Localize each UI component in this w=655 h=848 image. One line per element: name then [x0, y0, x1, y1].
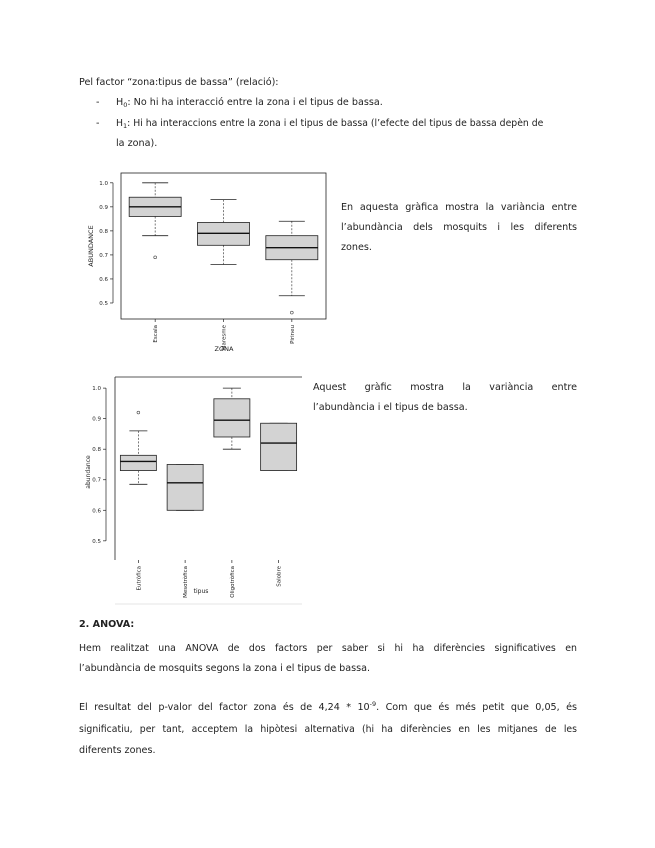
anova-intro-line-2: l’abundància de mosquits segons la zona i el tipus de bassa.: [79, 663, 371, 674]
chart1-y-tick-label: 0.8: [99, 228, 108, 235]
chart1-caption-line-1: En aquesta gràfica mostra la variància entre: [341, 202, 577, 213]
chart1-x-tick-label: Escala: [153, 325, 160, 343]
chart1-x-tick-label: Pirineu: [289, 325, 296, 344]
chart2-y-tick-label: 0.5: [92, 538, 101, 545]
chart2-box: [214, 399, 250, 437]
chart2-y-tick-label: 0.7: [92, 477, 101, 484]
chart2-y-tick-label: 1.0: [92, 386, 101, 393]
chart2-caption-line-1: Aquest gràfic mostra la variància entre: [313, 382, 577, 393]
chart2-x-tick-label: Oligotròfica: [229, 566, 236, 598]
anova-result: [79, 697, 577, 761]
chart2-x-tick-label: Mesotròfica: [183, 566, 190, 598]
section-heading: 2. ANOVA:: [79, 619, 135, 630]
zona-boxplot-chart: [75, 165, 335, 355]
bullet-h0: -: [96, 97, 100, 108]
chart2-x-axis-label: tipus: [193, 588, 209, 595]
hypothesis-h0: $H_0$: No hi ha interacció entre la zona i el tipus de bassa.: [116, 97, 383, 109]
chart2-box: [120, 455, 156, 470]
chart1-outlier: [290, 311, 293, 314]
factor-intro: Pel factor “zona:tipus de bassa” (relació):: [79, 77, 279, 88]
chart1-caption-line-3: zones.: [341, 242, 372, 253]
chart1-caption: [341, 198, 577, 258]
bullet-h1: -: [96, 118, 100, 129]
chart2-outlier: [137, 411, 140, 414]
chart2-box: [261, 423, 297, 470]
tipus-boxplot-chart: [75, 370, 305, 607]
chart1-x-tick-label: Maresme: [221, 325, 228, 351]
chart2-caption: [313, 378, 577, 418]
chart1-y-axis-label: ABUNDANCE: [87, 225, 95, 267]
chart2-y-tick-label: 0.9: [92, 416, 101, 423]
chart1-y-tick-label: 0.6: [99, 276, 108, 283]
chart1-outlier: [154, 256, 157, 259]
chart1-y-tick-label: 1.0: [99, 180, 108, 187]
chart1-y-tick-label: 0.9: [99, 204, 108, 211]
chart1-x-axis-label: ZONA: [214, 345, 234, 353]
anova-result-line-2: significatiu, per tant, acceptem la hipòtesi alternativa (hi ha diferències en les mitjanes de les: [79, 724, 577, 735]
hypothesis-h1: $H_1$: Hi ha interaccions entre la zona i el tipus de bassa (l’efecte del tipus de bassa depèn de: [116, 118, 544, 130]
chart1-y-tick-label: 0.5: [99, 300, 108, 307]
anova-intro: [79, 639, 577, 679]
chart2-box: [167, 464, 203, 510]
chart2-caption-line-2: l’abundància i el tipus de bassa.: [313, 402, 468, 413]
chart2-x-tick-label: Salobre: [276, 566, 283, 587]
chart1-caption-line-2: l’abundància dels mosquits i les diferents: [341, 222, 577, 233]
chart2-y-axis-label: abundance: [85, 455, 92, 489]
hypothesis-h1-continued: la zona).: [116, 138, 158, 149]
chart2-y-tick-label: 0.6: [92, 508, 101, 515]
anova-result-line-1: El resultat del p-valor del factor zona és de $4,24 * 10^{-9}$. Com que és més petit que 0,05, és: [79, 700, 577, 713]
anova-intro-line-1: Hem realitzat una ANOVA de dos factors per saber si hi ha diferències significatives en: [79, 643, 577, 654]
chart1-y-tick-label: 0.7: [99, 252, 108, 259]
chart2-x-tick-label: Eutròfica: [136, 566, 143, 591]
anova-result-line-3: diferents zones.: [79, 745, 156, 756]
chart2-y-tick-label: 0.8: [92, 447, 101, 454]
